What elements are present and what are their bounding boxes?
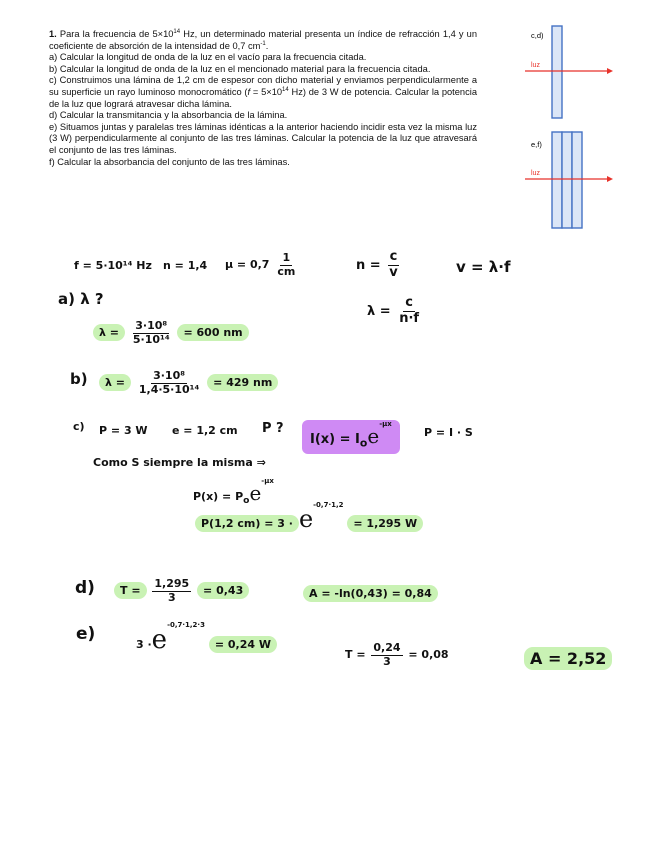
part-e-transmittance: T = $\frac{0,24}{3}$ = 0,08 [345, 641, 449, 668]
part-d-transmittance: T = $\frac{1,295}{3}$ = 0,43 [114, 578, 249, 604]
given-thickness: e = 1,2 cm [172, 424, 238, 437]
label-ef: e,f) [531, 140, 542, 149]
slab-3 [572, 132, 582, 228]
formula-v: v = λ·f [456, 258, 511, 276]
part-c-calc: P(1,2 $cm) = 3 \cdot e^{-0,7\cdot 1,2} = 1,295$ W [195, 505, 423, 533]
slab-diagram [525, 24, 615, 244]
formula-power-intensity: P = I · S [424, 426, 473, 439]
formula-n: n = $\frac{c}{v}$ [356, 249, 398, 280]
single-slab [552, 26, 562, 118]
arrow-head-1 [607, 68, 613, 74]
given-frequency: f = 5·10¹⁴ Hz [74, 259, 152, 272]
slab-1 [552, 132, 562, 228]
area-constant-note: Como S siempre la misma ⇒ [93, 456, 266, 469]
part-b-label: b) [70, 370, 88, 388]
part-c-result: = 1,295 W [347, 515, 423, 532]
question-a: a) Calcular la longitud de onda de la luz en el vacío para la frecuencia citada. [49, 52, 367, 63]
arrow-head-2 [607, 176, 613, 182]
question-b: b) Calcular la longitud de onda de la luz en el mencionado material para la frecuencia citada. [49, 63, 431, 74]
problem-number: 1. [49, 29, 57, 39]
part-d-absorbance: A = -ln(0,43) = 0,84 [303, 585, 438, 602]
formula-power-x: $P(x) = P_oe^{-\mu x}$ [193, 477, 274, 507]
part-d-t-result: = 0,43 [197, 582, 249, 599]
problem-statement [49, 29, 477, 168]
part-b-result: = 429 nm [207, 374, 278, 391]
part-a-calc: λ = $\frac{\text{3·10⁸}}{\text{5·10¹⁴}}$ = 600 nm [93, 320, 249, 346]
formula-lambda: λ = $\frac{c}{n\cdot f}$ [367, 295, 420, 326]
problem-intro: 1. Para la frecuencia de $5\times 10^{14}$ Hz, un determinado material presenta un índice de refracción 1,4 y un coeficiente de absorción de la intensidad de 0,7 $cm^{-1}$. [49, 28, 477, 51]
part-b-calc: λ = $\frac{\text{3·10⁸}}{\text{1,4·5·10¹⁴}}$ = 429 nm [99, 370, 278, 396]
question-power: P ? [262, 421, 284, 436]
luz-label-1: luz [531, 62, 540, 69]
part-a-result: = 600 nm [177, 324, 248, 341]
question-c: c) Construimos una lámina de 1,2 cm de espesor con dicho material y enviamos perpendicularmente a su superficie un rayo luminoso monocromático ($f = 5\times 10^{14}$ Hz) de 3 W de potencia. Calcular la potencia de la luz que logrará atravesar dicha lámina. [49, 75, 477, 109]
part-f-absorbance: A = 2,52 [524, 647, 612, 670]
question-f: f) Calcular la absorbancia del conjunto de las tres láminas. [49, 156, 290, 167]
label-cd: c,d) [531, 31, 544, 40]
question-d: d) Calcular la transmitancia y la absorbancia de la lámina. [49, 110, 288, 121]
given-mu: μ = 0,7 $\frac{1}{cm}$ [225, 251, 296, 278]
part-c-label: c) [73, 420, 85, 433]
given-index: n = 1,4 [163, 259, 208, 272]
question-e: e) Situamos juntas y paralelas tres láminas idénticas a la anterior haciendo incidir esta vez la misma luz (3 W) perpendicularmente al conjunto de las tres láminas. Calcular la potencia de la luz que atravesará el conjunto de las tres láminas. [49, 121, 477, 155]
part-e-result: = 0,24 W [209, 636, 277, 653]
luz-label-2: luz [531, 170, 540, 177]
given-power: P = 3 W [99, 424, 148, 437]
part-a-label: a) λ ? [58, 290, 104, 308]
beer-lambert-law: $I(x) = I_oe^{-\mu x}$ [302, 420, 400, 454]
slab-2 [562, 132, 572, 228]
part-e-label: e) [76, 624, 96, 644]
part-d-label: d) [75, 578, 95, 598]
part-e-calc: $3 \cdot e^{-0,7\cdot 1,2\cdot 3} = 0,24$ W [136, 625, 277, 655]
